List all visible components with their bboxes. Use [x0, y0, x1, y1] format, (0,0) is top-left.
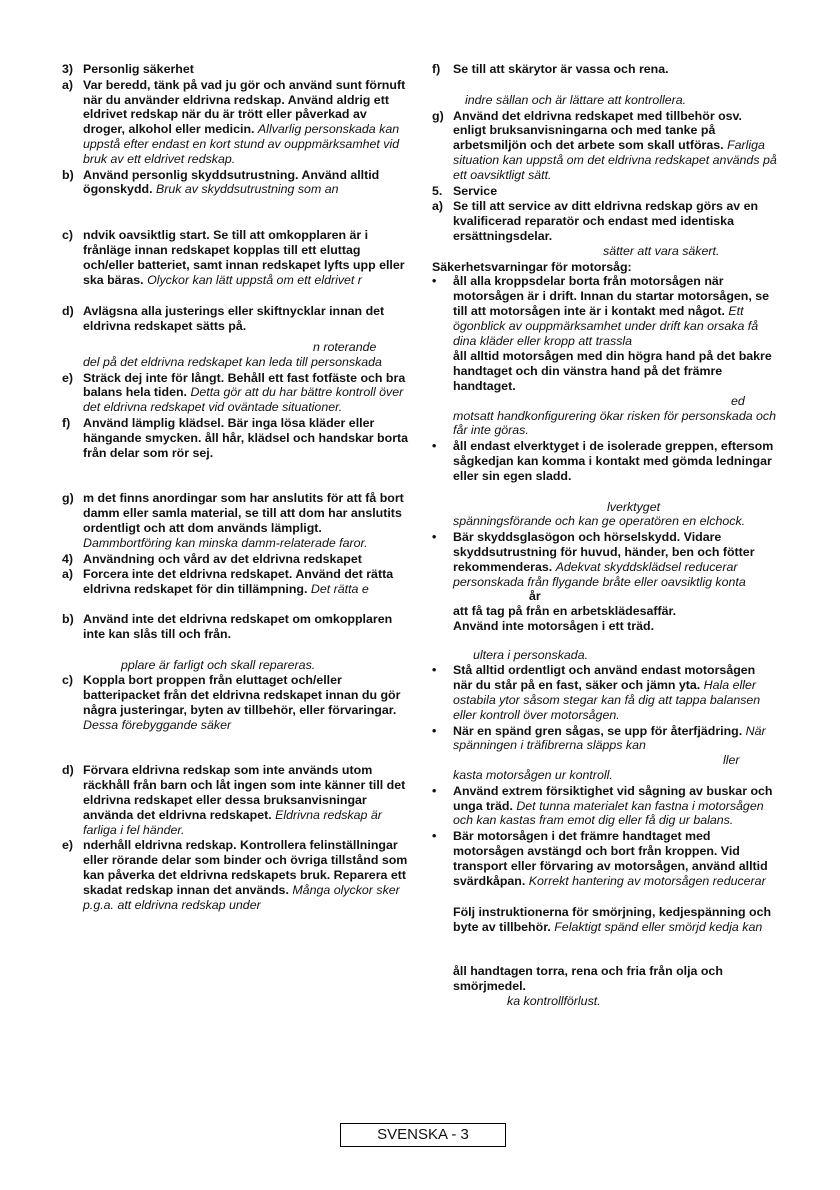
- bullet-icon: •: [432, 723, 437, 738]
- section-4-heading: 4) Användning och vård av det eldrivna redskapet: [62, 551, 362, 566]
- item-4b: b) Använd inte det eldrivna redskapet om omkopplaren inte kan slås till och från. pplare är farligt och skall repareras.: [62, 611, 393, 672]
- bullet-spring-back: • När en spänd gren sågas, se upp för återfjädring. När spänningen i träfibrerna släpps kan ller kasta motorsågen ur kontroll.: [432, 723, 766, 783]
- item-3c: c) ndvik oavsiktlig start. Se till att omkopplaren är i frånläge innan redskapet kopplas till ett eluttag och/eller batteriet, samt innan redskapet lyfts upp eller ska bäras. Olyckor kan lätt uppstå om ett eldrivet r: [62, 228, 405, 287]
- bullet-icon: •: [432, 663, 437, 678]
- chainsaw-warnings-heading: Säkerhetsvarningar för motorsåg:: [432, 259, 632, 274]
- left-column: [62, 62, 412, 913]
- right-column: [432, 62, 777, 1009]
- bullet-safety-glasses: • Bär skyddsglasögon och hörselskydd. Vidare skyddsutrustning för huvud, händer, ben och fötter rekommenderas. Adekvat skyddsklädsel reducerar personskada från flygande bråte eller oavsiktlig konta år att få tag på från en arbetsklädesaffär. Använd inte motorsågen i ett träd. ultera i personskada.: [432, 530, 755, 662]
- bullet-icon: •: [432, 274, 437, 289]
- item-4g: g) Använd det eldrivna redskapet med tillbehör osv. enligt bruksanvisningarna och med tanke på arbetsmiljön och det arbete som skall utföras. Farliga situation kan uppstå om det eldrivna redskapet används på ett oavsiktligt sätt.: [432, 108, 777, 182]
- bullet-insulated-grips: • åll endast elverktyget i de isolerade greppen, eftersom sågkedjan kan komma i kontakt med gömda ledningar eller sin egen sladd. lverktyget spänningsförande och kan ge operatören en elchock.: [432, 439, 774, 529]
- item-4c: c) Koppla bort proppen från eluttaget och/eller batteripacket från det eldrivna redskapet innan du gör några justeringar, byten av tillbehör, eller förvaringar. Dessa förebyggande säker: [62, 673, 401, 732]
- item-3a: a) Var beredd, tänk på vad ju gör och använd sunt förnuft när du använder eldrivna redskap. Använd aldrig ett eldrivet redskap när du är trött eller påverkad av droger, alkohol eller medicin. Allvarlig personskada kan uppstå efter endast en kort stund av ouppmärksamhet vid bruk av ett eldrivet redskap.: [62, 77, 406, 166]
- section-3-heading: 3) Personlig säkerhet: [62, 62, 194, 76]
- bullet-body-parts: • åll alla kroppsdelar borta från motorsågen när motorsågen är i drift. Innan du startar motorsågen, se till att motorsågen inte är i kontakt med något. Ett ögonblick av ouppmärksamhet under drift kan orsaka få dina kläder eller kropp att trassla: [432, 274, 770, 348]
- bullet-stand-properly: • Stå alltid ordentligt och använd endast motorsågen när du står på en fast, säker och jämn yta. Hala eller ostabila ytor såsom stegar kan få dig att tappa balansen eller kontroll över motorsågen.: [432, 663, 761, 722]
- item-3d: d) Avlägsna alla justerings eller skiftnycklar innan det eldrivna redskapet sätts på. n roterande del på det eldrivna redskapet kan leda till personskada: [62, 304, 385, 369]
- bullet-bushes: • Använd extrem försiktighet vid sågning av buskar och unga träd. Det tunna materialet kan fastna i motorsågen och kan kastas fram emot dig eller få dig ur balans.: [432, 783, 773, 828]
- item-4a: a) Forcera inte det eldrivna redskapet. Använd det rätta eldrivna redskapet för din tillämpning. Det rätta e: [62, 567, 394, 597]
- page-number-footer: SVENSKA - 3: [340, 1123, 506, 1147]
- item-3f: f) Använd lämplig klädsel. Bär inga lösa kläder eller hängande smycken. åll hår, klädsel och handskar borta från delar som rör sej.: [62, 415, 409, 460]
- para-dry-handles: åll handtagen torra, rena och fria från olja och smörjmedel. ka kontrollförlust.: [453, 964, 723, 1008]
- bullet-icon: •: [432, 783, 437, 798]
- bullet-carry-saw: • Bär motorsågen i det främre handtaget med motorsågen avstängd och bort från kroppen. Vid transport eller förvaring av motorsågen, använd alltid svärdkåpan. Korrekt hantering av motorsågen reducerar: [432, 829, 768, 888]
- bullet-icon: •: [432, 829, 437, 844]
- item-4d: d) Förvara eldrivna redskap som inte används utom räckhåll från barn och låt ingen som inte känner till det eldrivna redskapet eller dessa bruksanvisningar använda det eldrivna redskapet. Eldrivna redskap är farliga i fel händer.: [62, 763, 406, 837]
- para-hold-handles: åll alltid motorsågen med din högra hand på det bakre handtaget och din vänstra hand på det främre handtaget. ed motsatt handkonfigurering ökar risken för personskada och får inte göras.: [453, 349, 777, 438]
- item-4e: e) nderhåll eldrivna redskap. Kontrollera felinställningar eller rörande delar som binder och övriga tillstånd som kan påverka det eldrivna redskapets bruk. Reparera ett skadat redskap innan det används. Många olyckor sker p.g.a. att eldrivna redskap under: [62, 838, 408, 912]
- item-3e: e) Sträck dej inte för långt. Behåll ett fast fotfäste och bra balans hela tiden. Detta gör att du har bättre kontroll över det eldrivna redskapet vid oväntade situationer.: [62, 370, 406, 415]
- bullet-icon: •: [432, 530, 437, 545]
- item-3g: g) m det finns anordingar som har anslutits för att få bort damm eller samla material, se till att dom har anslutits ordentligt och att dom används lämpligt. Dammbortföring kan minska damm-relaterade faror.: [62, 491, 404, 550]
- item-5a: a) Se till att service av ditt eldrivna redskap görs av en kvalificerad reparatör och endast med identiska ersättningsdelar. sätter att vara säkert.: [432, 199, 759, 258]
- para-lubrication: Följ instruktionerna för smörjning, kedjespänning och byte av tillbehör. Felaktigt spänd eller smörjd kedja kan: [453, 905, 772, 935]
- item-3b: b) Använd personlig skyddsutrustning. Använd alltid ögonskydd. Bruk av skyddsutrustning som an: [62, 167, 380, 197]
- section-5-heading: 5. Service: [432, 183, 498, 198]
- item-4f: f) Se till att skärytor är vassa och rena. indre sällan och är lättare att kontrollera.: [432, 62, 687, 107]
- bullet-icon: •: [432, 439, 437, 454]
